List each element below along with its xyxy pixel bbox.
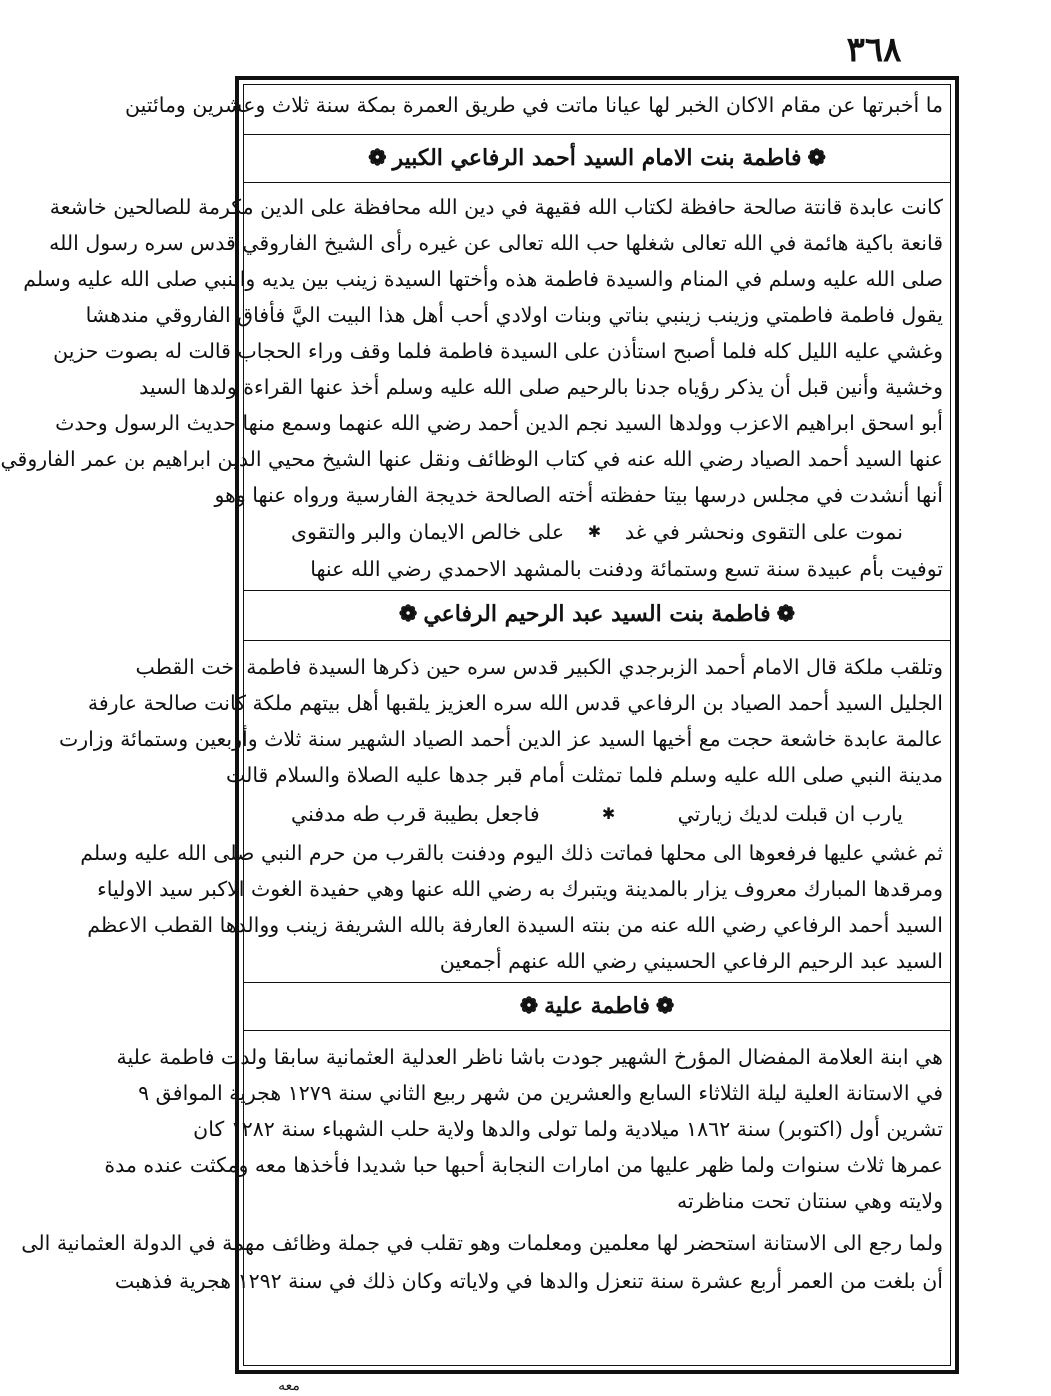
section-divider: [243, 134, 951, 135]
text-line: أن بلغت من العمر أربع عشرة سنة تنعزل والدها في ولاياته وكان ذلك في سنة ١٢٩٢ هجرية فذهبت: [114, 1269, 943, 1293]
ornament-icon: ❁: [519, 993, 539, 1019]
ornament-icon: ❁: [368, 145, 387, 171]
section-title-text: فاطمة بنت الامام السيد أحمد الرفاعي الكبير: [392, 145, 802, 171]
text-line: قانعة باكية هائمة في الله تعالى شغلها حب الله تعالى عن غيره رأى الشيخ الفاروقي قدس سره رسول الله: [49, 231, 943, 255]
verse-hemistich: نموت على التقوى ونحشر في غد: [624, 520, 903, 544]
text-line: الجليل السيد أحمد الصياد بن الرفاعي قدس الله سره العزيز يلقبها أهل بيتهم ملكة كانت صالحة عارفة: [87, 691, 943, 715]
text-line: وتلقب ملكة قال الامام أحمد الزبرجدي الكبير قدس سره حين ذكرها السيدة فاطمة أخت القطب: [135, 655, 943, 679]
text-line: السيد أحمد الرفاعي رضي الله عنه من بنته السيدة العارفة بالله الشريفة زينب ووالدها القطب الاعظم: [87, 913, 943, 937]
text-line: عالمة عابدة خاشعة حجت مع أخيها السيد عز الدين أحمد الصياد الشهير سنة ثلاث وأربعين وستمائة وزارت: [58, 727, 943, 751]
text-line: مدينة النبي صلى الله عليه وسلم فلما تمثلت أمام قبر جدها عليه الصلاة والسلام قالت: [225, 763, 943, 787]
text-line: السيد عبد الرحيم الرفاعي الحسيني رضي الله عنهم أجمعين: [439, 949, 943, 973]
ornament-icon: ❁: [807, 145, 826, 171]
text-line: كانت عابدة قانتة صالحة حافظة لكتاب الله فقيهة في دين الله محافظة على الدين مكرمة للصالحين خاشعة: [49, 195, 943, 219]
text-line: هي ابنة العلامة المفضال المؤرخ الشهير جودت باشا ناظر العدلية العثمانية سابقا ولدت فاطمة علية: [116, 1045, 943, 1069]
text-line: عمرها ثلاث سنوات ولما ظهر عليها من امارات النجابة أحبها حبا شديدا فأخذها معه ومكثت عنده مدة: [104, 1153, 943, 1177]
section-divider: [243, 590, 951, 591]
section-title-text: فاطمة بنت السيد عبد الرحيم الرفاعي: [423, 601, 771, 627]
text-line: أبو اسحق ابراهيم الاعزب وولدها السيد نجم الدين أحمد رضي الله عنهما وسمع منها حديث الرسول وحدث: [55, 411, 943, 435]
section-divider: [243, 982, 951, 983]
verse-line: [291, 514, 903, 550]
verse-hemistich: على خالص الايمان والبر والتقوى: [291, 520, 565, 544]
star-icon: ✱: [587, 522, 602, 541]
page-content: [0, 84, 943, 1364]
section-divider: [243, 640, 951, 641]
verse-hemistich: يارب ان قبلت لديك زيارتي: [677, 802, 903, 826]
text-line: ولايته وهي سنتان تحت مناظرته: [677, 1189, 943, 1213]
page-number: ٣٦٨: [846, 30, 902, 70]
ornament-icon: ❁: [398, 601, 418, 627]
section-title: [251, 986, 943, 1026]
text-line: أنها أنشدت في مجلس درسها بيتا حفظته أخته الصالحة خديجة الفارسية ورواه عنها وهو: [214, 483, 943, 507]
section-divider: [243, 1030, 951, 1031]
ornament-icon: ❁: [655, 993, 675, 1019]
section-title: [251, 594, 943, 634]
text-line: صلى الله عليه وسلم في المنام والسيدة فاطمة هذه وأختها السيدة زينب بين يديه والنبي صلى الله عليه وسلم: [23, 267, 943, 291]
section-divider: [243, 182, 951, 183]
ornament-icon: ❁: [776, 601, 796, 627]
footer-catchword: معه: [278, 1378, 300, 1394]
text-line: في الاستانة العلية ليلة الثلاثاء السابع والعشرين من شهر ربيع الثاني سنة ١٢٧٩ هجرية الموافق ٩: [138, 1081, 943, 1105]
text-line: وغشي عليه الليل كله فلما أصبح استأذن على السيدة فاطمة فلما وقف وراء الحجاب قالت له بصوت حزين: [53, 339, 943, 363]
top-text-line: ما أخبرتها عن مقام الاكان الخبر لها عيانا ماتت في طريق العمرة بمكة سنة ثلاث وعشرين ومائتين: [125, 93, 943, 117]
section-title: [251, 138, 943, 178]
section-title-text: فاطمة علية: [544, 993, 650, 1019]
star-icon: ✱: [601, 804, 616, 823]
text-line: ولما رجع الى الاستانة استحضر لها معلمين ومعلمات وهو تقلب في جملة وظائف مهمة في الدولة العثمانية الى: [21, 1231, 943, 1255]
text-line: تشرين أول (اكتوبر) سنة ١٨٦٢ ميلادية ولما تولى والدها ولاية حلب الشهباء سنة ١٢٨٢ كان: [193, 1117, 943, 1141]
verse-hemistich: فاجعل بطيبة قرب طه مدفني: [291, 802, 540, 826]
text-line: ومرقدها المبارك معروف يزار بالمدينة ويتبرك به رضي الله عنها وهي حفيدة الغوث الاكبر سيد الاولياء: [97, 877, 943, 901]
text-line: توفيت بأم عبيدة سنة تسع وستمائة ودفنت بالمشهد الاحمدي رضي الله عنها: [310, 557, 943, 581]
verse-line: [291, 796, 903, 832]
text-line: عنها السيد أحمد الصياد رضي الله عنه في كتاب الوظائف ونقل عنها الشيخ محيي الدين ابراهيم بن عمر الفاروقي: [0, 447, 943, 471]
text-line: يقول فاطمة فاطمتي وزينب زينبي بناتي وبنات اولادي أحب أهل هذا البيت اليَّ فأفاق الفاروقي مندهشا: [85, 303, 943, 327]
text-line: ثم غشي عليها فرفعوها الى محلها فماتت ذلك اليوم ودفنت بالقرب من حرم النبي صلى الله عليه وسلم: [80, 841, 943, 865]
text-line: وخشية وأنين قبل أن يذكر رؤياه جدنا بالرحيم صلى الله عليه وسلم أخذ عنها القراءة ولدها السيد: [139, 375, 943, 399]
